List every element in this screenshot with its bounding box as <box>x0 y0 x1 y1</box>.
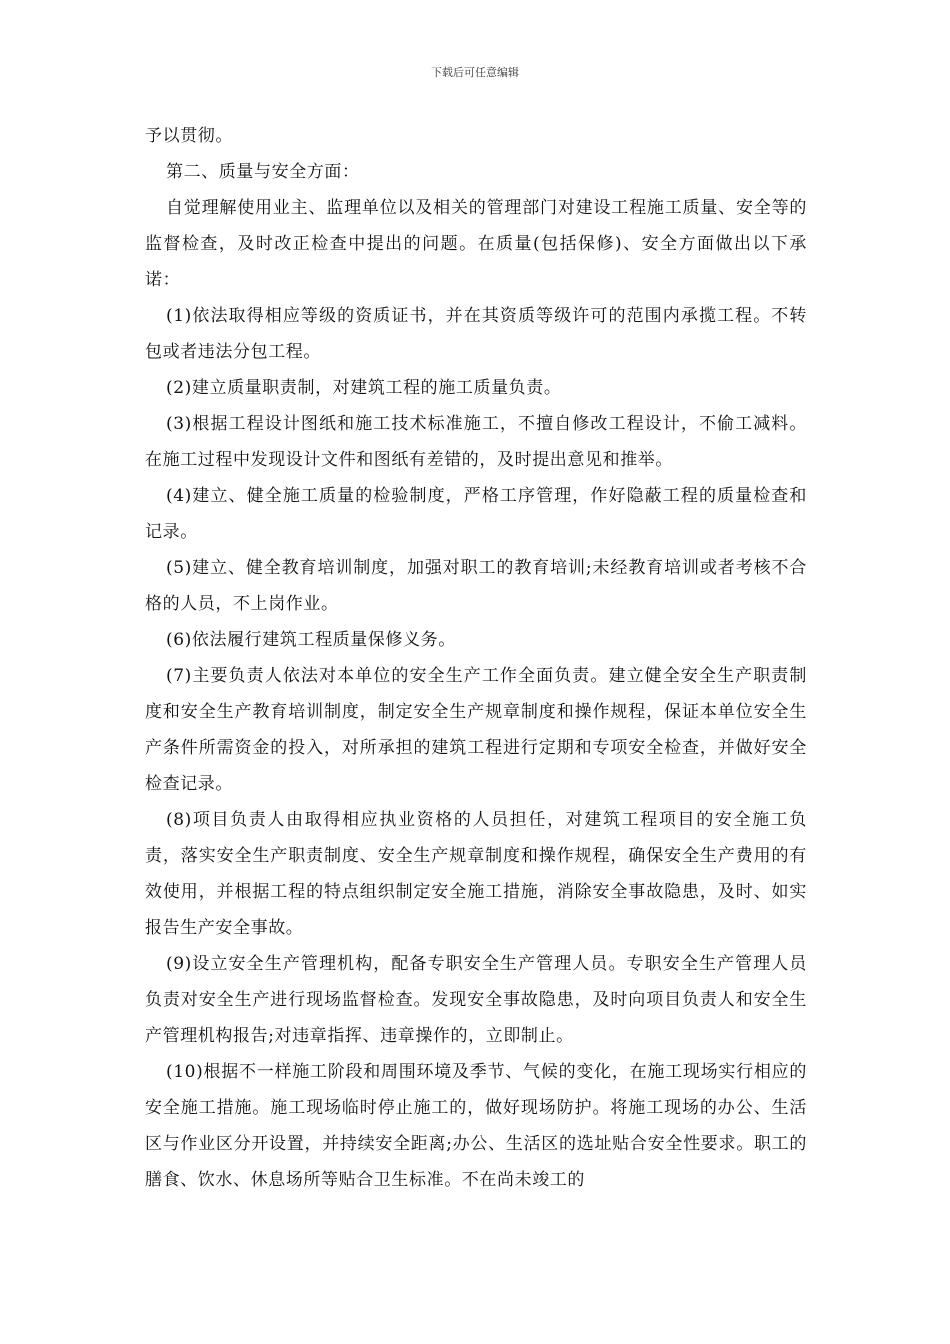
commitment-item-8: (8)项目负责人由取得相应执业资格的人员担任，对建筑工程项目的安全施工负责，落实安全生产职责制度、安全生产规章制度和操作规程，确保安全生产费用的有效使用，并根据工程的特点组织制定安全施工措施，消除安全事故隐患，及时、如实报告生产安全事故。 <box>145 810 807 938</box>
section-heading-quality-safety: 第二、质量与安全方面： <box>166 162 360 182</box>
paragraph-0: 予以贯彻。 <box>145 126 233 146</box>
commitment-item-10: (10)根据不一样施工阶段和周围环境及季节、气候的变化，在施工现场实行相应的安全施工措施。施工现场临时停止施工的，做好现场防护。将施工现场的办公、生活区与作业区分开设置，并持续安全距离;办公、生活区的选址贴合安全性要求。职工的膳食、饮水、休息场所等贴合卫生标准。不在尚未竣工的 <box>145 1062 807 1190</box>
commitment-item-3: (3)根据工程设计图纸和施工技术标准施工，不擅自修改工程设计，不偷工减料。在施工过程中发现设计文件和图纸有差错的，及时提出意见和推举。 <box>145 414 807 470</box>
commitment-item-9: (9)设立安全生产管理机构，配备专职安全生产管理人员。专职安全生产管理人员负责对安全生产进行现场监督检查。发现安全事故隐患，及时向项目负责人和安全生产管理机构报告;对违章指挥、违章操作的，立即制止。 <box>145 954 807 1046</box>
commitment-item-2: (2)建立质量职责制，对建筑工程的施工质量负责。 <box>166 378 562 398</box>
commitment-item-7: (7)主要负责人依法对本单位的安全生产工作全面负责。建立健全安全生产职责制度和安全生产教育培训制度，制定安全生产规章制度和操作规程，保证本单位安全生产条件所需资金的投入，对所承担的建筑工程进行定期和专项安全检查，并做好安全检查记录。 <box>145 666 807 794</box>
commitment-item-6: (6)依法履行建筑工程质量保修义务。 <box>166 630 456 650</box>
document-body <box>145 118 807 1198</box>
paragraph-intro: 自觉理解使用业主、监理单位以及相关的管理部门对建设工程施工质量、安全等的监督检查，及时改正检查中提出的问题。在质量(包括保修)、安全方面做出以下承诺： <box>145 198 807 290</box>
commitment-item-1: (1)依法取得相应等级的资质证书，并在其资质等级许可的范围内承揽工程。不转包或者违法分包工程。 <box>145 306 807 362</box>
commitment-item-4: (4)建立、健全施工质量的检验制度，严格工序管理，作好隐蔽工程的质量检查和记录。 <box>145 486 807 542</box>
commitment-item-5: (5)建立、健全教育培训制度，加强对职工的教育培训;未经教育培训或者考核不合格的人员，不上岗作业。 <box>145 558 807 614</box>
page-header: 下载后可任意编辑 <box>431 66 519 79</box>
